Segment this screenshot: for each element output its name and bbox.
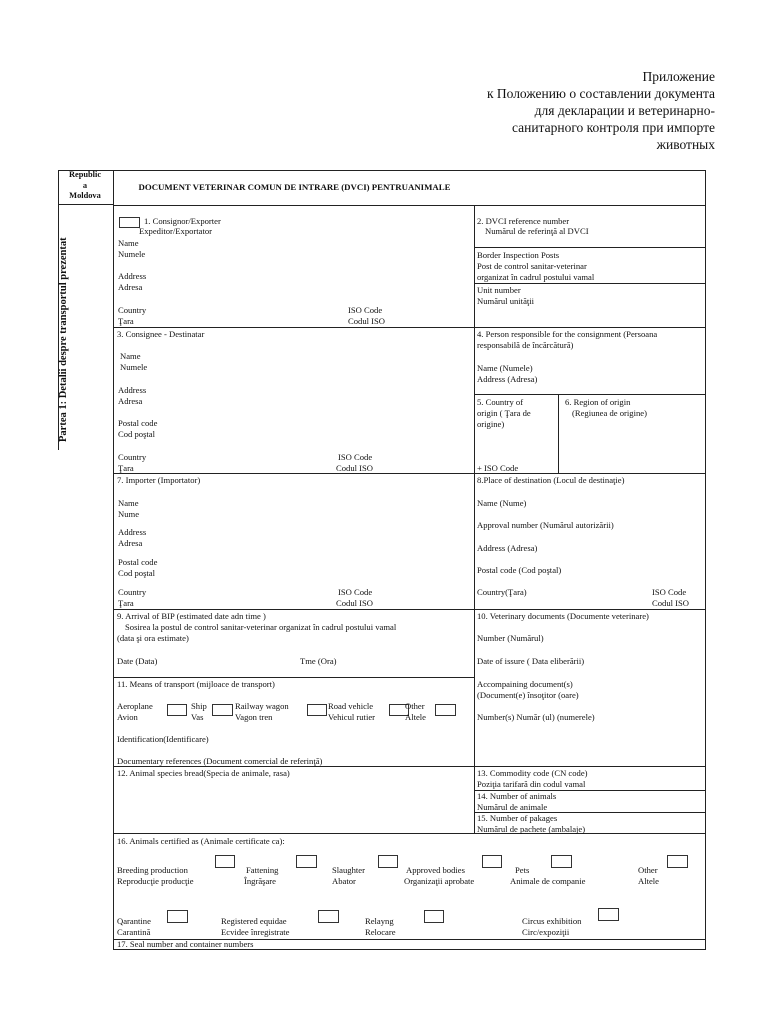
- country-label-line: Moldova: [69, 191, 101, 200]
- checkbox-pets[interactable]: [551, 855, 572, 868]
- packages-count-label-ro: Numărul de pachete (ambalaje): [477, 824, 586, 834]
- consignee-address-label-ro: Adresa: [118, 396, 143, 406]
- arrival-time-label: Tme (Ora): [300, 656, 337, 666]
- vet-docs-number-label: Number (Numărul): [477, 633, 544, 643]
- cert-breeding-label-ro: Reproducţie producţie: [117, 876, 194, 886]
- region-origin-label: 6. Region of origin: [565, 397, 631, 407]
- importer-country-label-ro: Ţara: [118, 598, 134, 608]
- destination-postal-label: Postal code (Cod poştal): [477, 565, 562, 575]
- row-line: [113, 327, 706, 328]
- checkbox-relaying[interactable]: [424, 910, 444, 923]
- bip-label-ro-2: organizat în cadrul postului vamal: [477, 272, 595, 282]
- cert-approved-label: Approved bodies: [406, 865, 465, 875]
- republic-bottom: [58, 204, 114, 205]
- checkbox-other-transport[interactable]: [435, 704, 456, 716]
- consignor-name-label: Name: [118, 238, 139, 248]
- cert-approved-label-ro: Organizaţii aprobate: [404, 876, 475, 886]
- box-divider-5-6: [558, 394, 559, 474]
- transport-road-label-ro: Vehicul rutier: [328, 712, 376, 722]
- title-bottom: [113, 205, 706, 206]
- consignor-iso-label-ro: Codul ISO: [348, 316, 386, 326]
- row-line: [113, 677, 475, 678]
- animals-count-label-ro: Numărul de animale: [477, 802, 548, 812]
- cert-circus-label: Circus exhibition: [522, 916, 582, 926]
- transport-ship-label-ro: Vas: [191, 712, 204, 722]
- cert-pets-label-ro: Animale de companie: [510, 876, 586, 886]
- transport-ship-label: Ship: [191, 701, 207, 711]
- accompanying-numbers-label: Number(s) Număr (ul) (numerele): [477, 712, 595, 722]
- checkbox-railway[interactable]: [307, 704, 327, 716]
- unit-number-label-ro: Numărul unităţii: [477, 296, 535, 306]
- cert-slaughter-label: Slaughter: [332, 865, 365, 875]
- consignor-country-label-ro: Ţara: [118, 316, 134, 326]
- cert-quarantine-label-ro: Carantină: [117, 927, 151, 937]
- consignee-country-label: Country: [118, 452, 147, 462]
- cert-equidae-label: Registered equidae: [221, 916, 287, 926]
- importer-name-label: Name: [118, 498, 139, 508]
- consignor-title-ro: Expeditor/Exportator: [139, 226, 213, 236]
- responsible-title-2: responsabilă de încărcătură): [477, 340, 574, 350]
- cert-fattening-label-ro: Îngrăşare: [244, 876, 276, 886]
- destination-iso-label: ISO Code: [652, 587, 687, 597]
- cert-slaughter-label-ro: Abator: [332, 876, 356, 886]
- country-label-line: a: [82, 180, 88, 190]
- cert-other-label: Other: [638, 865, 658, 875]
- country-label-line: Republic: [68, 170, 102, 179]
- identification-label: Identification(Identificare): [117, 734, 209, 744]
- importer-iso-label-ro: Codul ISO: [336, 598, 374, 608]
- checkbox-ship[interactable]: [212, 704, 233, 716]
- form-title: DOCUMENT VETERINAR COMUN DE INTRARE (DVCI) PENTRUANIMALE: [138, 182, 451, 192]
- importer-name-label-ro: Nume: [118, 509, 140, 519]
- destination-country-label: Country(Ţara): [477, 587, 527, 597]
- country-origin-label-2: origin ( Ţara de: [477, 408, 531, 418]
- frame-top: [58, 170, 706, 171]
- importer-address-label: Address: [118, 527, 147, 537]
- transport-other-label-ro: Altele: [405, 712, 426, 722]
- arrival-subtitle: Sosirea la postul de control sanitar-veterinar organizat în cadrul postului vamal: [125, 622, 397, 632]
- accompanying-docs-label-ro: (Document(e) însoţitor (oare): [477, 690, 579, 700]
- transport-aeroplane-label-ro: Avion: [117, 712, 138, 722]
- certified-title: 16. Animals certified as (Animale certificate ca):: [117, 836, 285, 846]
- importer-postal-label: Postal code: [118, 557, 158, 567]
- consignor-name-label-ro: Numele: [118, 249, 146, 259]
- arrival-subtitle-2: (data şi ora estimate): [117, 633, 189, 643]
- cert-fattening-label: Fattening: [246, 865, 279, 875]
- checkbox-approved-bodies[interactable]: [482, 855, 502, 868]
- packages-count-label: 15. Number of pakages: [477, 813, 558, 823]
- consignor-country-label: Country: [118, 305, 147, 315]
- header-line: Приложение: [642, 69, 715, 84]
- checkbox-aeroplane[interactable]: [167, 704, 187, 716]
- importer-iso-label: ISO Code: [338, 587, 373, 597]
- importer-country-label: Country: [118, 587, 147, 597]
- transport-road-label: Road vehicle: [328, 701, 374, 711]
- column-divider-main: [474, 205, 475, 833]
- arrival-date-label: Date (Data): [117, 656, 158, 666]
- destination-address-label: Address (Adresa): [477, 543, 538, 553]
- checkbox-equidae[interactable]: [318, 910, 339, 923]
- consignor-address-label-ro: Adresa: [118, 282, 143, 292]
- cert-other-label-ro: Altele: [638, 876, 659, 886]
- country-origin-iso: + ISO Code: [477, 463, 519, 473]
- bip-label: Border Inspection Posts: [477, 250, 560, 260]
- header-line: для декларации и ветеринарно-: [534, 103, 715, 118]
- consignee-postal-label-ro: Cod poştal: [118, 429, 156, 439]
- row-line: [474, 247, 706, 248]
- cert-quarantine-label: Qarantine: [117, 916, 151, 926]
- responsible-title-1: 4. Person responsible for the consignment (Persoana: [477, 329, 658, 339]
- consignee-postal-label: Postal code: [118, 418, 158, 428]
- row-line: [474, 394, 706, 395]
- cert-relaying-label: Relayng: [365, 916, 394, 926]
- header-line: к Положению о составлении документа: [486, 86, 715, 101]
- checkbox-circus[interactable]: [598, 908, 619, 921]
- transport-rail-label-ro: Vagon tren: [235, 712, 273, 722]
- cert-equidae-label-ro: Ecvidee înregistrate: [221, 927, 290, 937]
- responsible-name-label: Name (Numele): [477, 363, 533, 373]
- consignor-title: 1. Consignor/Exporter: [144, 216, 221, 226]
- destination-name-label: Name (Nume): [477, 498, 527, 508]
- vet-docs-date-label: Date of issure ( Data eliberării): [477, 656, 585, 666]
- importer-title: 7. Importer (Importator): [117, 475, 201, 485]
- row-line: [113, 609, 706, 610]
- consignee-name-label: Name: [120, 351, 141, 361]
- row-line: [113, 473, 706, 474]
- importer-postal-label-ro: Cod poştal: [118, 568, 156, 578]
- consignee-name-label-ro: Numele: [120, 362, 148, 372]
- documentary-references-label: Documentary references (Document comercial de referinţă): [117, 756, 323, 766]
- importer-address-label-ro: Adresa: [118, 538, 143, 548]
- accompanying-docs-label: Accompaining document(s): [477, 679, 573, 689]
- checkbox-fattening[interactable]: [296, 855, 317, 868]
- dvci-ref-label-ro: Numărul de referinţă al DVCI: [485, 226, 589, 236]
- transport-rail-label: Railway wagon: [235, 701, 289, 711]
- destination-iso-label-ro: Codul ISO: [652, 598, 690, 608]
- consignee-country-label-ro: Ţara: [118, 463, 134, 473]
- row-line: [474, 283, 706, 284]
- vet-docs-title: 10. Veterinary documents (Documente veterinare): [477, 611, 649, 621]
- dvci-ref-label: 2. DVCI reference number: [477, 216, 570, 226]
- arrival-title: 9. Arrival of BIP (estimated date adn time ): [117, 611, 266, 621]
- cert-circus-label-ro: Circ/expoziţii: [522, 927, 570, 937]
- country-origin-label-1: 5. Country of: [477, 397, 524, 407]
- consignee-iso-label-ro: Codul ISO: [336, 463, 374, 473]
- checkbox-consignor[interactable]: [119, 217, 140, 228]
- unit-number-label: Unit number: [477, 285, 521, 295]
- header-line: санитарного контроля при импорте: [511, 120, 715, 135]
- destination-approval-label: Approval number (Numărul autorizării): [477, 520, 614, 530]
- bip-label-ro-1: Post de control sanitar-veterinar: [477, 261, 587, 271]
- consignor-iso-label: ISO Code: [348, 305, 383, 315]
- part-1-side-label: Partea 1: Detalii despre transportul prezentat: [58, 237, 69, 442]
- animals-count-label: 14. Number of animals: [477, 791, 557, 801]
- transport-title: 11. Means of transport (mijloace de transport): [117, 679, 275, 689]
- species-title: 12. Animal species bread(Specia de animale, rasa): [117, 768, 290, 778]
- header-line: животных: [656, 137, 715, 152]
- country-label: [59, 170, 111, 202]
- checkbox-slaughter[interactable]: [378, 855, 398, 868]
- commodity-code-label-ro: Poziţia tarifară din codul vamal: [477, 779, 586, 789]
- cert-breeding-label: Breeding production: [117, 865, 188, 875]
- responsible-address-label: Address (Adresa): [477, 374, 538, 384]
- consignee-title: 3. Consignee - Destinatar: [117, 329, 205, 339]
- consignee-address-label: Address: [118, 385, 147, 395]
- checkbox-breeding[interactable]: [215, 855, 235, 868]
- country-origin-label-3: origine): [477, 419, 505, 429]
- consignor-address-label: Address: [118, 271, 147, 281]
- cert-pets-label: Pets: [515, 865, 530, 875]
- commodity-code-label: 13. Commodity code (CN code): [477, 768, 588, 778]
- region-origin-label-ro: (Regiunea de origine): [572, 408, 647, 418]
- seal-numbers-title: 17. Seal number and container numbers: [117, 939, 254, 949]
- row-line: [113, 833, 706, 834]
- checkbox-quarantine[interactable]: [167, 910, 188, 923]
- destination-title: 8.Place of destination (Locul de destinaţie): [477, 475, 625, 485]
- consignee-iso-label: ISO Code: [338, 452, 373, 462]
- checkbox-other-cert[interactable]: [667, 855, 688, 868]
- transport-other-label: Other: [405, 701, 425, 711]
- transport-aeroplane-label: Aeroplane: [117, 701, 153, 711]
- cert-relaying-label-ro: Relocare: [365, 927, 396, 937]
- document-header: [487, 68, 715, 153]
